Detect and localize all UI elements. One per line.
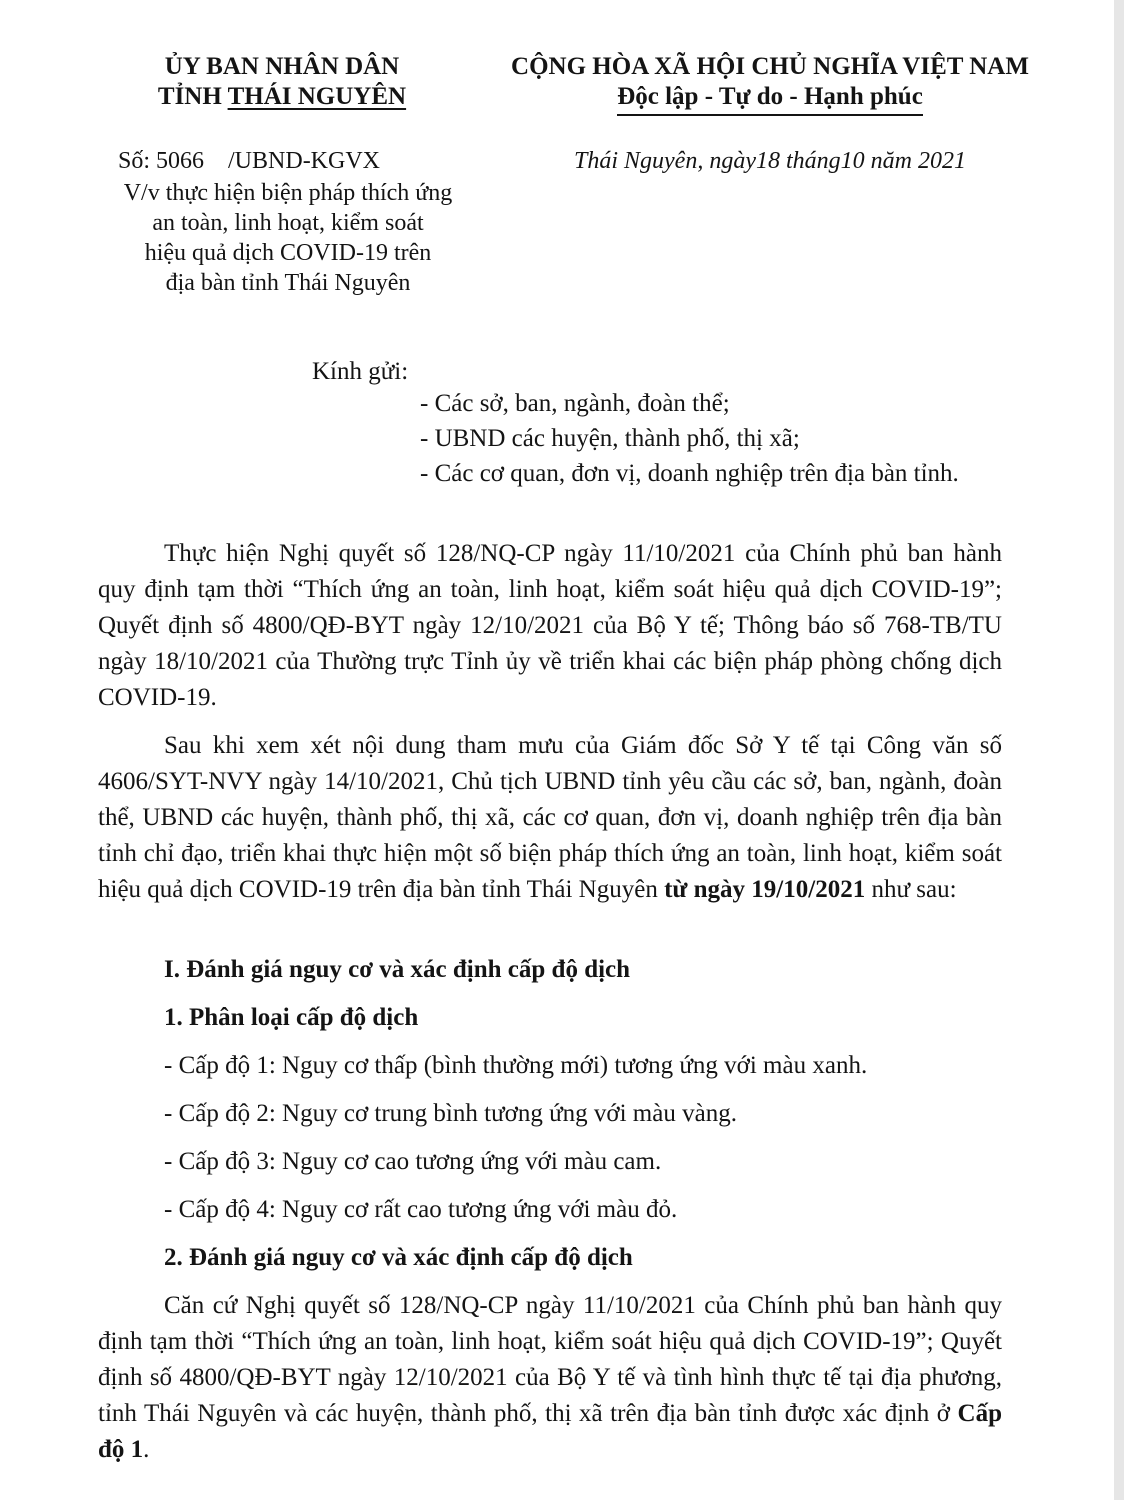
- authority-prefix: TỈNH: [157, 83, 228, 110]
- paragraph-3-text: Căn cứ Nghị quyết số 128/NQ-CP ngày 11/10/2021 của Chính phủ ban hành quy định tạm thời “Thích ứng an toàn, linh hoạt, kiểm soát hiệu quả dịch COVID-19”; Quyết định số 4800/QĐ-BYT ngày 12/10/2021 của Bộ Y tế và tình hình thực tế tại địa phương, tỉnh Thái Nguyên và các huyện, thành phố, thị xã trên địa bàn tỉnh được xác định ở: [98, 1292, 1002, 1427]
- national-motto: Độc lập - Tự do - Hạnh phúc: [617, 82, 923, 116]
- subject-line: địa bàn tỉnh Thái Nguyên: [165, 270, 411, 296]
- paragraph-3: [98, 1288, 1002, 1468]
- recipient-item: - Các cơ quan, đơn vị, doanh nghiệp trên địa bàn tỉnh.: [420, 460, 959, 487]
- document-date: Thái Nguyên, ngày18 tháng10 năm 2021: [574, 148, 966, 174]
- nation-title: CỘNG HÒA XÃ HỘI CHỦ NGHĨA VIỆT NAM: [511, 53, 1029, 80]
- level-item: - Cấp độ 2: Nguy cơ trung bình tương ứng với màu vàng.: [164, 1100, 737, 1127]
- section-1-title: I. Đánh giá nguy cơ và xác định cấp độ dịch: [164, 956, 631, 983]
- authority-line-1: ỦY BAN NHÂN DÂN: [164, 53, 400, 80]
- paragraph-1: [98, 536, 1002, 716]
- paragraph-3-end: .: [143, 1436, 150, 1463]
- recipients-list: [420, 386, 959, 491]
- subsection-2-title: 2. Đánh giá nguy cơ và xác định cấp độ dịch: [164, 1244, 633, 1271]
- level-item: - Cấp độ 1: Nguy cơ thấp (bình thường mới) tương ứng với màu xanh.: [164, 1052, 868, 1079]
- recipient-item: - Các sở, ban, ngành, đoàn thể;: [420, 390, 730, 417]
- authority-line-2: [92, 82, 472, 112]
- national-header: [470, 52, 1070, 116]
- paragraph-2: [98, 728, 1002, 908]
- document-number: Số: 5066 /UBND-KGVX: [118, 148, 381, 174]
- paragraph-1-text: Thực hiện Nghị quyết số 128/NQ-CP ngày 11/10/2021 của Chính phủ ban hành quy định tạm thời “Thích ứng an toàn, linh hoạt, kiểm soát hiệu quả dịch COVID-19”; Quyết định số 4800/QĐ-BYT ngày 12/10/2021 của Bộ Y tế; Thông báo số 768-TB/TU ngày 18/10/2021 của Thường trực Tỉnh ủy về triển khai các biện pháp phòng chống dịch COVID-19.: [98, 540, 1002, 711]
- authority-province: THÁI NGUYÊN: [227, 83, 407, 110]
- paragraph-2-end: như sau:: [865, 876, 957, 903]
- epidemic-level: Cấp độ 1: [98, 1400, 1002, 1463]
- document-subject: [98, 178, 478, 298]
- paragraph-2-text: Sau khi xem xét nội dung tham mưu của Giám đốc Sở Y tế tại Công văn số 4606/SYT-NVY ngày 14/10/2021, Chủ tịch UBND tỉnh yêu cầu các sở, ban, ngành, đoàn thể, UBND các huyện, thành phố, thị xã, các cơ quan, đơn vị, doanh nghiệp trên địa bàn tỉnh chỉ đạo, triển khai thực hiện một số biện pháp thích ứng an toàn, linh hoạt, kiểm soát hiệu quả dịch COVID-19 trên địa bàn tỉnh Thái Nguyên: [98, 732, 1002, 903]
- level-item: - Cấp độ 3: Nguy cơ cao tương ứng với màu cam.: [164, 1148, 662, 1175]
- page-edge: [1114, 0, 1124, 1500]
- level-item: - Cấp độ 4: Nguy cơ rất cao tương ứng với màu đỏ.: [164, 1196, 678, 1223]
- subject-line: an toàn, linh hoạt, kiểm soát: [152, 210, 424, 236]
- effective-date: từ ngày 19/10/2021: [664, 876, 866, 903]
- issuing-authority: [92, 52, 472, 112]
- recipients-label: Kính gửi:: [312, 358, 409, 385]
- subsection-1-title: 1. Phân loại cấp độ dịch: [164, 1004, 419, 1031]
- recipient-item: - UBND các huyện, thành phố, thị xã;: [420, 425, 800, 452]
- subject-line: V/v thực hiện biện pháp thích ứng: [123, 180, 453, 206]
- subject-line: hiệu quả dịch COVID-19 trên: [144, 240, 432, 266]
